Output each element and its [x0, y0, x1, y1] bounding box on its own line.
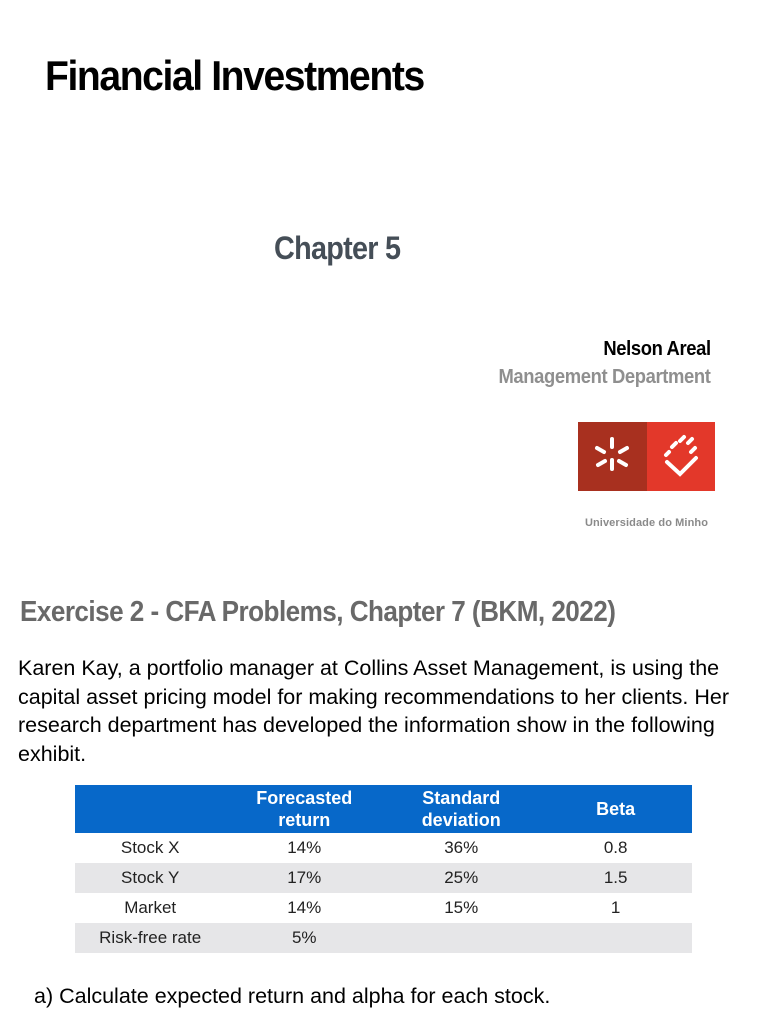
- table-cell: 36%: [444, 838, 479, 857]
- table-row: [75, 893, 692, 923]
- exercise-title: Exercise 2 - CFA Problems, Chapter 7 (BKM, 2022): [20, 596, 616, 628]
- star-burst-icon: [578, 422, 647, 491]
- table-cell: [383, 923, 539, 953]
- university-name: Universidade do Minho: [584, 517, 709, 529]
- row-label: Market: [124, 898, 177, 917]
- table-row: [75, 863, 692, 893]
- table-cell: 1: [610, 898, 621, 917]
- presentation-title: Financial Investments: [45, 52, 424, 99]
- table-row: [75, 923, 692, 953]
- column-header-beta: Beta: [539, 785, 692, 833]
- table-cell: 15%: [444, 898, 479, 917]
- column-header-standard-deviation: Standard deviation: [383, 785, 539, 833]
- row-label: Stock Y: [75, 863, 225, 893]
- question-a: a) Calculate expected return and alpha for each stock.: [34, 984, 551, 1008]
- table-cell: 25%: [383, 863, 539, 893]
- author-name: Nelson Areal: [603, 338, 711, 360]
- chapter-heading: Chapter 5: [274, 230, 401, 266]
- table-cell: 14%: [287, 838, 322, 857]
- table-cell: 17%: [225, 863, 383, 893]
- row-label: Stock X: [120, 838, 180, 857]
- shield-mark-icon: [647, 422, 715, 491]
- exercise-paragraph: Karen Kay, a portfolio manager at Collins Asset Management, is using the capital asset pricing model for making recommendations to her clients. Her research department has developed the information show in the following exhibit.: [18, 656, 730, 766]
- table-row: [75, 833, 692, 863]
- column-header: [75, 785, 225, 833]
- row-label: Risk-free rate: [75, 923, 225, 953]
- table-cell: 14%: [287, 898, 322, 917]
- university-logo: [578, 422, 715, 491]
- table-cell: 1.5: [539, 863, 692, 893]
- column-header-forecasted-return: Forecasted return: [225, 785, 383, 833]
- table-cell: 5%: [225, 923, 383, 953]
- table-cell: 0.8: [603, 838, 628, 857]
- exhibit-table: [75, 785, 692, 953]
- table-cell: [539, 923, 692, 953]
- table-header-row: [75, 785, 692, 833]
- department-name: Management Department: [498, 366, 711, 388]
